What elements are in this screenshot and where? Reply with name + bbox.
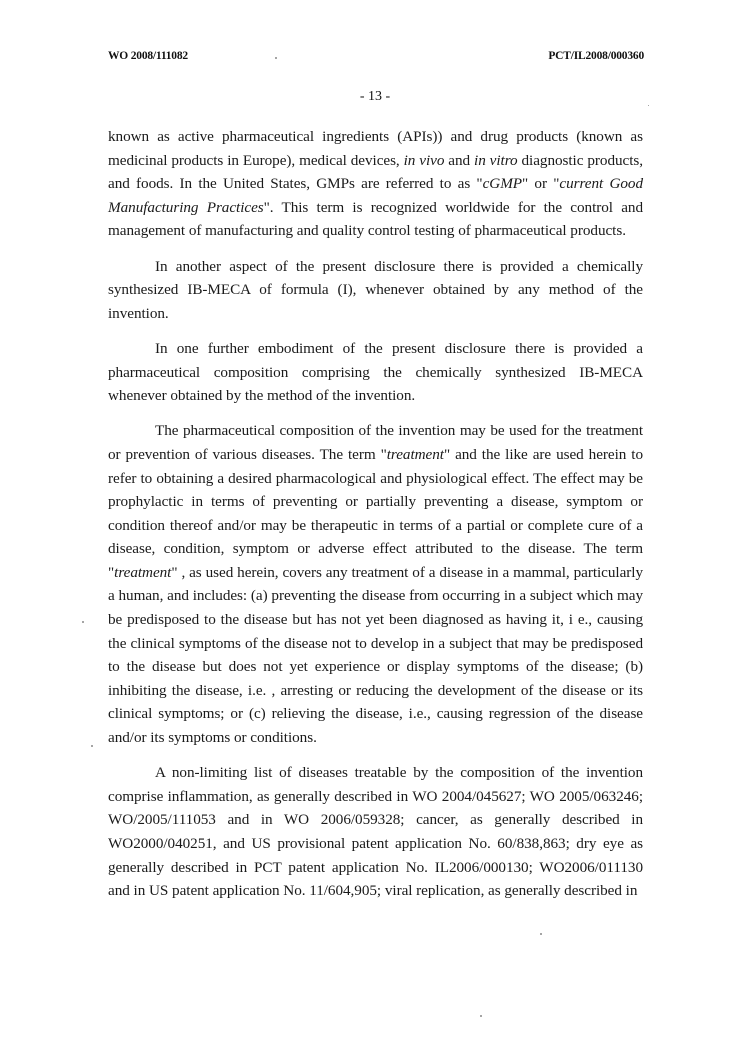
scan-speck (480, 1015, 482, 1017)
paragraph-pharmaceutical-composition: In one further embodiment of the present disclosure there is provided a pharmaceutical composition comprising the chemically synthesized IB-MECA whenever obtained by the method of the invention. (108, 339, 643, 405)
paragraph-diseases-list: A non-limiting list of diseases treatable by the composition of the invention comprise inflammation, as generally described in WO 2004/045627; WO 2005/063246; WO/2005/111053 and in WO 2006/059328; cancer, as generally described in WO2000/040251, and US provisional patent application No. 60/838,863; dry eye as generally described in PCT patent application No. IL2006/000130; WO2006/011130 and in US patent application No. 11/604,905; viral replication, as generally described in (108, 764, 643, 900)
paragraph-synthesized-ib-meca: In another aspect of the present disclosure there is provided a chemically synthesized IB-MECA of formula (I), whenever obtained by any method of the invention. (108, 257, 643, 322)
paragraph-treatment-definition: The pharmaceutical composition of the invention may be used for the treatment or prevention of various diseases. The term "treatment" and the like are used herein to refer to obtaining a desired pharmacological and physiological effect. The effect may be prophylactic in terms of preventing or partially preventing a disease, symptom or condition thereof and/or may be therapeutic in terms of a partial or complete cure of a disease, condition, symptom or adverse effect attributed to the disease. The term "treatment" , as used herein, covers any treatment of a disease in a mammal, particularly a human, and includes: (a) preventing the disease from occurring in a subject which may be predisposed to the disease but has not yet been diagnosed as having it, i e., causing the clinical symptoms of the disease not to develop in a subject that may be predisposed to the disease but does not yet experience or display symptoms of the disease; (b) inhibiting the disease, i.e. , arresting or reducing the development of the disease or its clinical symptoms; or (c) relieving the disease, i.e., causing regression of the disease and/or its symptoms or conditions. (108, 422, 643, 747)
scan-speck (648, 105, 649, 106)
paragraph-gmp: known as active pharmaceutical ingredients (APIs)) and drug products (known as medicinal products in Europe), medical devices, in vivo and in vitro diagnostic products, and foods. In the United States, GMPs are referred to as "cGMP" or "current Good Manufacturing Practices". This term is recognized worldwide for the control and management of manufacturing and quality control testing of pharmaceutical products. (108, 128, 644, 240)
body-text (108, 125, 643, 914)
scan-speck (275, 57, 277, 59)
scan-speck (82, 621, 84, 623)
publication-number: WO 2008/111082 (108, 50, 188, 62)
scan-speck (540, 933, 542, 935)
scan-speck (91, 745, 93, 747)
page-number: - 13 - (359, 89, 391, 104)
application-number: PCT/IL2008/000360 (548, 50, 644, 62)
